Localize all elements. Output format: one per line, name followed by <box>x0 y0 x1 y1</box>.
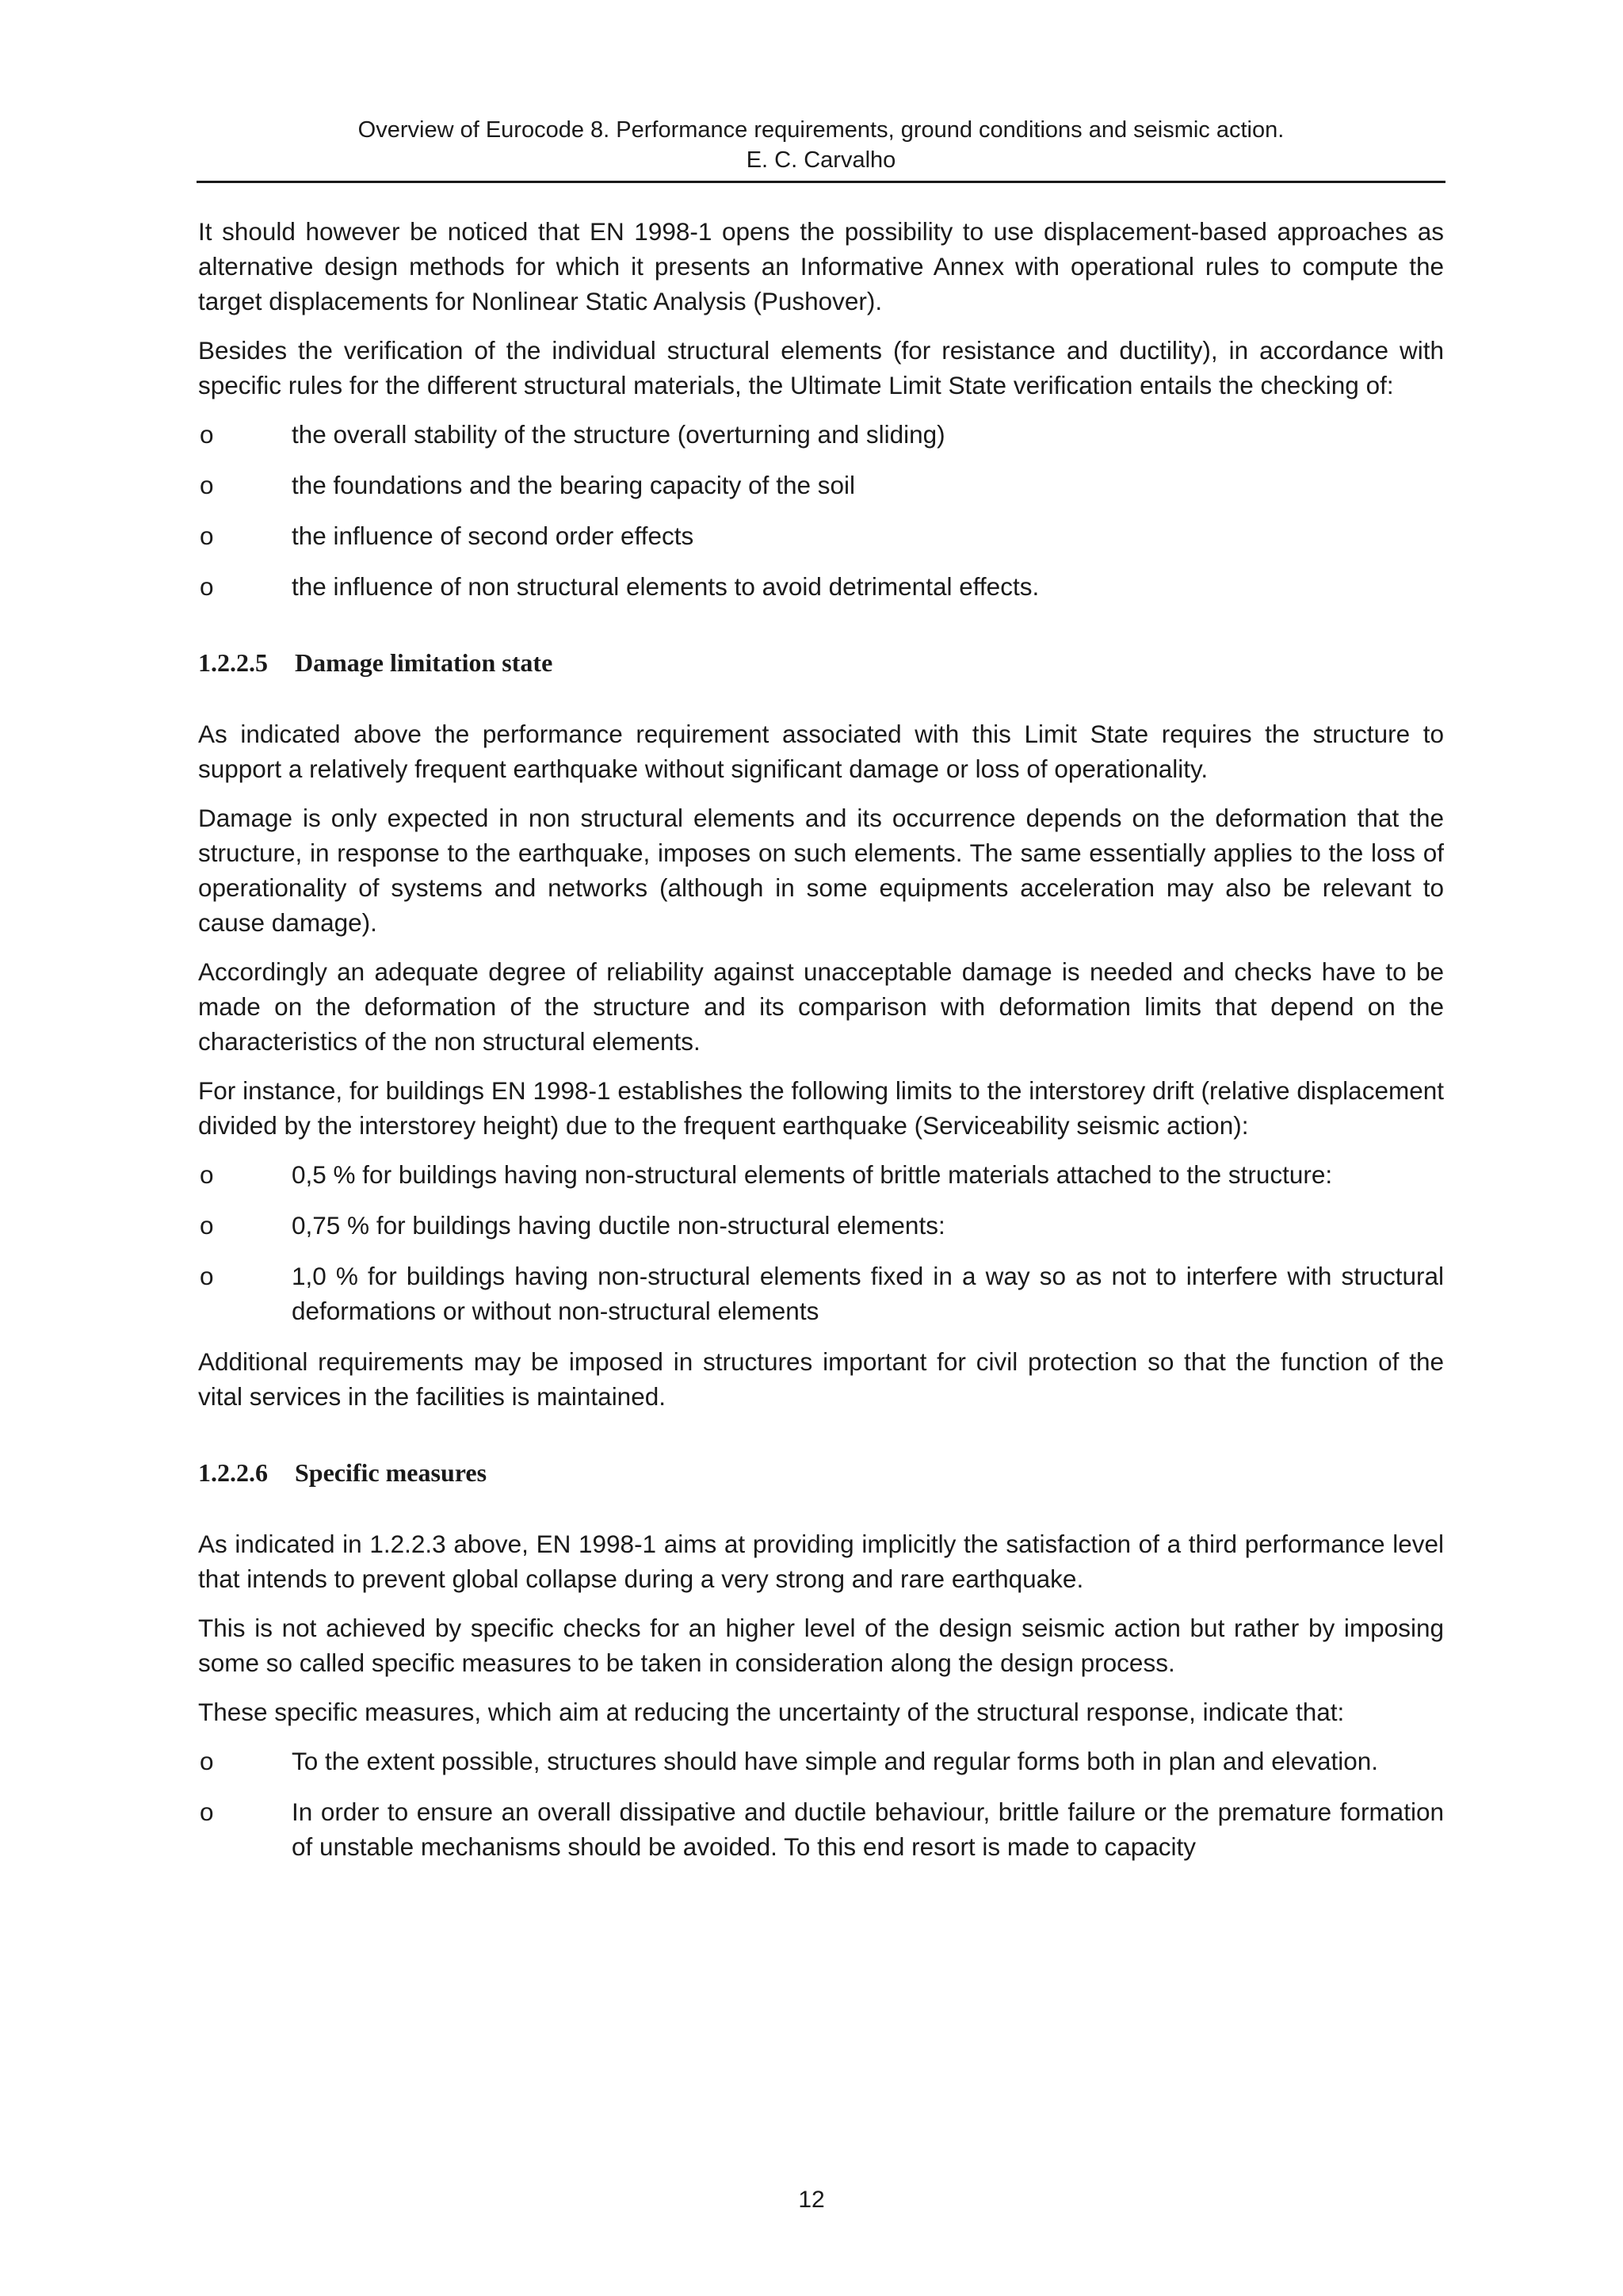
list-item-text: In order to ensure an overall dissipative and ductile behaviour, brittle failure or the premature formation of unstable mechanisms should be avoided. To this end resort is made to capacity <box>292 1797 1444 1861</box>
running-header <box>198 115 1444 175</box>
section-number: 1.2.2.6 <box>198 1458 268 1487</box>
list-item-text: the overall stability of the structure (overturning and sliding) <box>292 420 945 449</box>
list-item <box>198 1157 1444 1192</box>
list-item <box>198 1259 1444 1328</box>
list-item <box>198 417 1444 452</box>
bullet-marker: o <box>200 1262 214 1290</box>
section-title: Specific measures <box>295 1458 487 1487</box>
header-author: E. C. Carvalho <box>746 147 896 173</box>
section-title: Damage limitation state <box>295 648 553 677</box>
paragraph: Additional requirements may be imposed in structures important for civil protection so that the function of the vital services in the facilities is maintained. <box>198 1347 1444 1411</box>
list-item <box>198 468 1444 502</box>
list-item <box>198 518 1444 553</box>
list-item <box>198 1208 1444 1243</box>
list-item <box>198 1744 1444 1778</box>
paragraph: This is not achieved by specific checks for an higher level of the design seismic action but rather by imposing some so called specific measures to be taken in consideration along the design process. <box>198 1614 1444 1677</box>
list-item-text: the influence of second order effects <box>292 521 694 550</box>
header-rule <box>197 181 1445 183</box>
drift-limits-list <box>198 1157 1444 1328</box>
section-heading-1225 <box>198 645 1444 680</box>
bullet-marker: o <box>200 1160 214 1189</box>
list-item <box>198 1794 1444 1864</box>
list-item-text: the influence of non structural elements to avoid detrimental effects. <box>292 572 1040 601</box>
section-heading-1226 <box>198 1455 1444 1490</box>
paragraph: It should however be noticed that EN 1998-1 opens the possibility to use displacement-based approaches as alternative design methods for which it presents an Informative Annex with operational rules to compute the target displacements for Nonlinear Static Analysis (Pushover). <box>198 217 1444 315</box>
bullet-marker: o <box>200 1797 214 1826</box>
bullet-marker: o <box>200 1211 214 1240</box>
list-item-text: 0,5 % for buildings having non-structural elements of brittle materials attached to the structure: <box>292 1160 1333 1189</box>
section-number: 1.2.2.5 <box>198 648 268 677</box>
uls-checks-list <box>198 417 1444 604</box>
bullet-marker: o <box>200 572 214 601</box>
paragraph: Accordingly an adequate degree of reliability against unacceptable damage is needed and checks have to be made on the deformation of the structure and its comparison with deformation limits that depend on the characteristics of the non structural elements. <box>198 957 1444 1056</box>
page-number: 12 <box>798 2187 825 2213</box>
paragraph: As indicated in 1.2.2.3 above, EN 1998-1 aims at providing implicitly the satisfaction of a third performance level that intends to prevent global collapse during a very strong and rare earthquake. <box>198 1530 1444 1593</box>
specific-measures-list <box>198 1744 1444 1864</box>
bullet-marker: o <box>200 521 214 550</box>
list-item-text: 0,75 % for buildings having ductile non-structural elements: <box>292 1211 945 1240</box>
list-item-text: To the extent possible, structures should have simple and regular forms both in plan and elevation. <box>292 1747 1379 1775</box>
paragraph: Besides the verification of the individual structural elements (for resistance and ductility), in accordance with specific rules for the different structural materials, the Ultimate Limit State verification entails the checking of: <box>198 336 1444 399</box>
list-item-text: the foundations and the bearing capacity of the soil <box>292 471 855 499</box>
paragraph: These specific measures, which aim at reducing the uncertainty of the structural response, indicate that: <box>198 1698 1345 1726</box>
bullet-marker: o <box>200 1747 214 1775</box>
paragraph: As indicated above the performance requirement associated with this Limit State requires the structure to support a relatively frequent earthquake without significant damage or loss of operationality. <box>198 720 1444 783</box>
bullet-marker: o <box>200 420 214 449</box>
paragraph: For instance, for buildings EN 1998-1 establishes the following limits to the interstorey drift (relative displacement divided by the interstorey height) due to the frequent earthquake (Serviceability seismic action): <box>198 1076 1444 1140</box>
list-item <box>198 569 1444 604</box>
header-title: Overview of Eurocode 8. Performance requirements, ground conditions and seismic action. <box>357 117 1285 143</box>
paragraph: Damage is only expected in non structural elements and its occurrence depends on the deformation that the structure, in response to the earthquake, imposes on such elements. The same essentially applies to the loss of operationality of systems and networks (although in some equipments acceleration may also be relevant to cause damage). <box>198 804 1444 937</box>
list-item-text: 1,0 % for buildings having non-structural elements fixed in a way so as not to interfere with structural deformations or without non-structural elements <box>292 1262 1444 1325</box>
document-body <box>198 214 1444 1880</box>
bullet-marker: o <box>200 471 214 499</box>
